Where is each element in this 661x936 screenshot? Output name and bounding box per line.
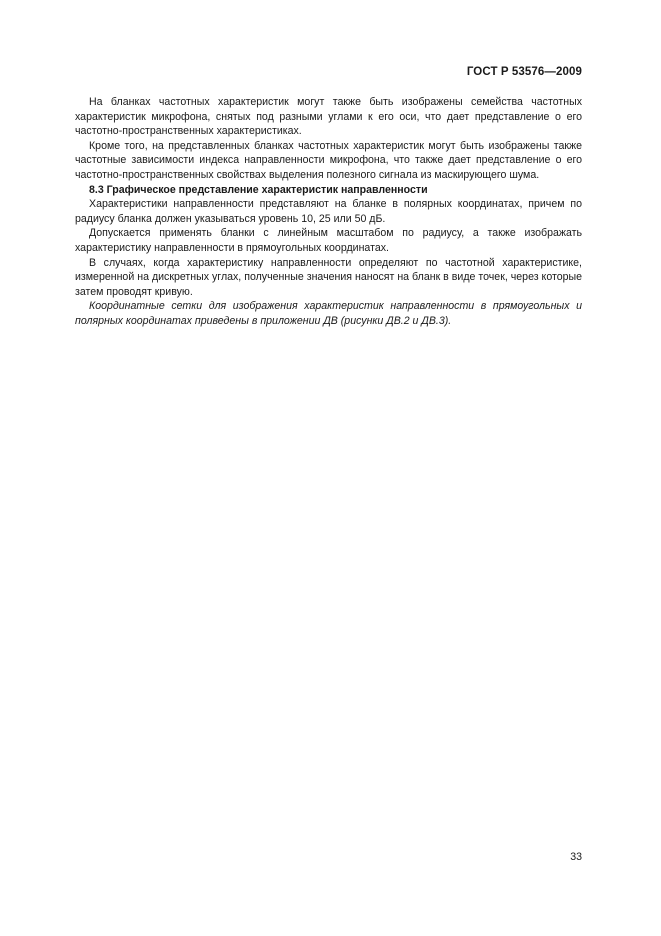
section-heading-8-3: 8.3 Графическое представление характеристик направленности	[89, 183, 428, 196]
paragraph-polar-coordinates: Характеристики направленности представляют на бланке в полярных координатах, причем по радиусу бланка должен указываться уровень 10, 25 или 50 дБ.	[75, 198, 582, 225]
paragraph-discrete-angles: В случаях, когда характеристику направленности определяют по частотной характеристике, измеренной на дискретных углах, полученные значения наносят на бланк в виде точек, через которые затем проводят кривую.	[75, 256, 582, 298]
paragraph-directivity-index: Кроме того, на представленных бланках частотных характеристик могут быть изображены также частотные зависимости индекса направленности микрофона, что также дает представление о его частотно-пространственных свойствах выделения полезного сигнала из маскирующего шума.	[75, 139, 582, 181]
page-number: 33	[570, 851, 582, 863]
paragraph-frequency-families: На бланках частотных характеристик могут также быть изображены семейства частотных характеристик микрофона, снятых под разными углами к его оси, что дает представление о его частотно-пространственных характеристиках.	[75, 96, 582, 138]
page-body	[75, 95, 582, 329]
standard-header: ГОСТ Р 53576—2009	[466, 66, 582, 78]
paragraph-coordinate-grids-note: Координатные сетки для изображения характеристик направленности в прямоугольных и полярных координатах приведены в приложении ДВ (рисунки ДВ.2 и ДВ.3).	[75, 300, 582, 327]
paragraph-linear-scale: Допускается применять бланки с линейным масштабом по радиусу, а также изображать характеристику направленности в прямоугольных координатах.	[75, 227, 582, 254]
